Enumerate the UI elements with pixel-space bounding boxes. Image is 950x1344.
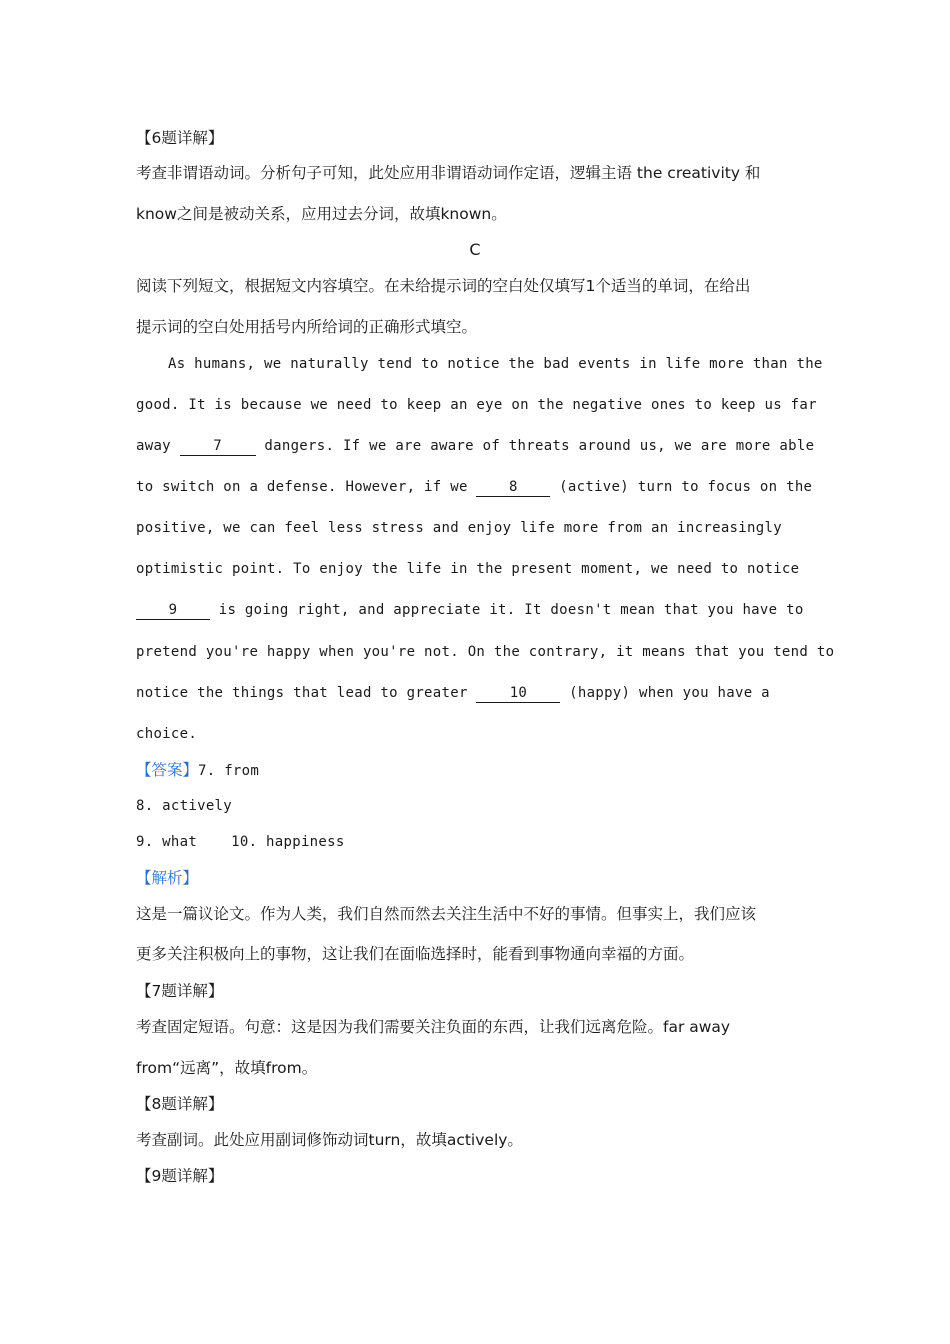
answer-8: 8. actively (136, 798, 233, 814)
passage-line8: pretend you're happy when you're not. On the contrary, it means that you tend to (136, 644, 835, 660)
section-letter: C (469, 240, 481, 259)
passage-line7 (136, 600, 804, 620)
answer-label: 【答案】 (136, 761, 199, 779)
q6-heading: 【6题详解】 (136, 129, 224, 147)
blank-9: 9 (136, 601, 210, 620)
text: to switch on a defense. However, if we (136, 479, 477, 495)
text: notice the things that lead to greater (136, 685, 477, 701)
blank-8: 8 (476, 478, 550, 497)
q6-explanation-line2: know之间是被动关系，应用过去分词，故填known。 (136, 205, 507, 223)
q7-explanation-line2: from“远离”，故填from。 (136, 1059, 318, 1077)
q8-heading: 【8题详解】 (136, 1095, 224, 1113)
answer-7: 7. from (198, 763, 260, 779)
blank-10: 10 (476, 684, 560, 703)
passage-line1: As humans, we naturally tend to notice the bad events in life more than the (168, 356, 823, 372)
q7-heading: 【7题详解】 (136, 982, 224, 1000)
instructions-line2: 提示词的空白处用括号内所给词的正确形式填空。 (136, 318, 478, 336)
text: dangers. If we are aware of threats around us, we are more able (255, 438, 815, 454)
passage-line3 (136, 436, 814, 456)
passage-line10: choice. (136, 726, 198, 742)
passage-line6: optimistic point. To enjoy the life in the present moment, we need to notice (136, 561, 800, 577)
answer-10: 10. happiness (231, 834, 345, 850)
text: is going right, and appreciate it. It doesn't mean that you have to (210, 602, 804, 618)
answer-9: 9. what (136, 834, 198, 850)
passage-line5: positive, we can feel less stress and enjoy life more from an increasingly (136, 520, 782, 536)
analysis-line1: 这是一篇议论文。作为人类，我们自然而然去关注生活中不好的事情。但事实上，我们应该 (136, 905, 757, 923)
q7-explanation-line1: 考查固定短语。句意：这是因为我们需要关注负面的东西，让我们远离危险。far away (136, 1018, 731, 1036)
blank-7: 7 (180, 437, 256, 456)
text: away (136, 438, 180, 454)
instructions-line1: 阅读下列短文，根据短文内容填空。在未给提示词的空白处仅填写1个适当的单词，在给出 (136, 277, 751, 295)
analysis-line2: 更多关注积极向上的事物，这让我们在面临选择时，能看到事物通向幸福的方面。 (136, 945, 695, 963)
text: (happy) when you have a (560, 685, 770, 701)
passage-line9 (136, 683, 770, 703)
passage-line4 (136, 477, 812, 497)
answer-row1 (136, 760, 259, 781)
answer-row3 (136, 832, 345, 852)
q6-explanation-line1: 考查非谓语动词。分析句子可知，此处应用非谓语动词作定语，逻辑主语 the creativity 和 (136, 164, 761, 182)
analysis-label: 【解析】 (136, 869, 199, 887)
q8-explanation-line1: 考查副词。此处应用副词修饰动词turn，故填actively。 (136, 1131, 523, 1149)
passage-line2: good. It is because we need to keep an eye on the negative ones to keep us far (136, 397, 817, 413)
text: (active) turn to focus on the (550, 479, 813, 495)
q9-heading: 【9题详解】 (136, 1167, 224, 1185)
